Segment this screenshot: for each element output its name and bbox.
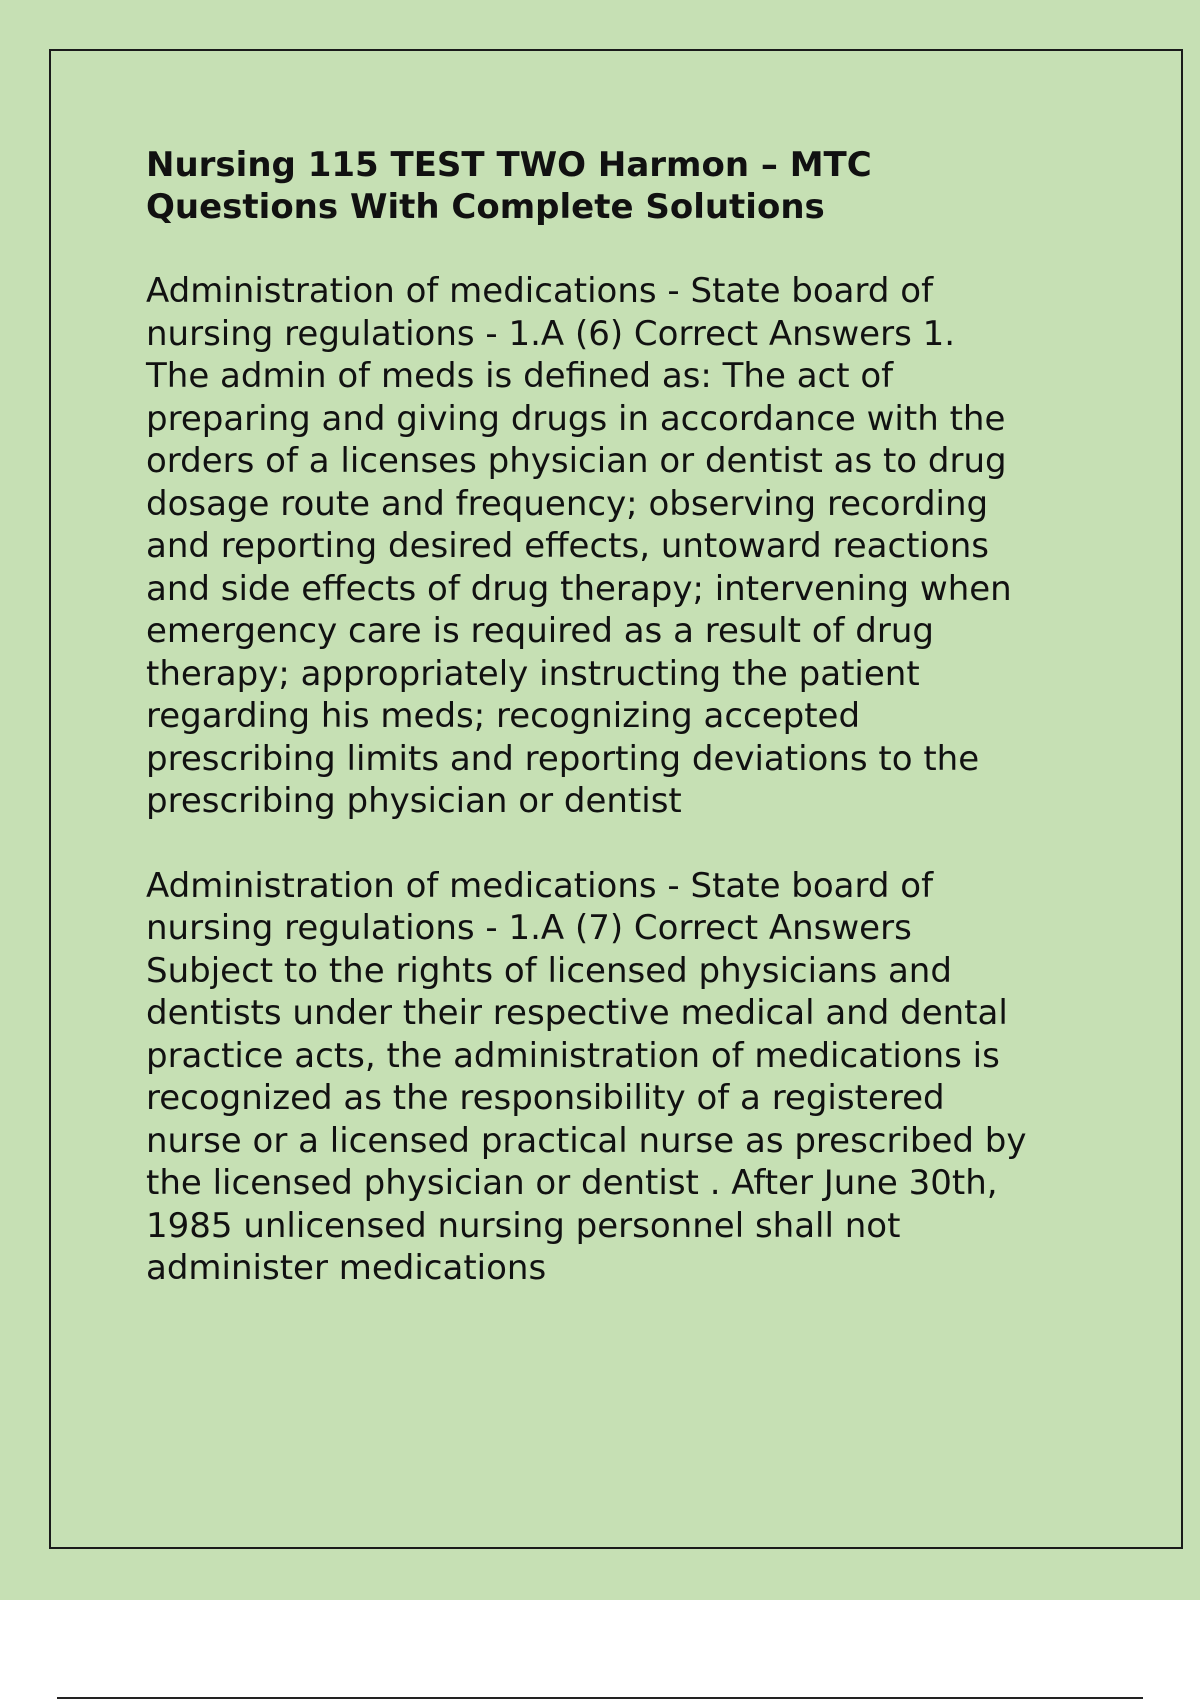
paragraph-administration-1a6: Administration of medications - State board of nursing regulations - 1.A (6) Correct Answers 1. The admin of meds is defined as: The act of preparing and giving drugs in accordance with the orders of a licenses physician or dentist as to drug dosage route and frequency; observing recording and reporting desired effects, untoward reactions and side effects of drug therapy; intervening when emergency care is required as a result of drug therapy; appropriately instructing the patient regarding his meds; recognizing accepted prescribing limits and reporting deviations to the prescribing physician or dentist xyxy=(146,271,1012,821)
footer-divider xyxy=(57,1697,1143,1699)
document-title: Nursing 115 TEST TWO Harmon – MTC Questions With Complete Solutions xyxy=(146,145,872,227)
paragraph-administration-1a7: Administration of medications - State board of nursing regulations - 1.A (7) Correct Answers Subject to the rights of licensed physicians and dentists under their respective medical and dental practice acts, the administration of medications is recognized as the responsibility of a registered nurse or a licensed practical nurse as prescribed by the licensed physician or dentist . After June 30th, 1985 unlicensed nursing personnel shall not administer medications xyxy=(146,865,1027,1288)
document-body xyxy=(146,144,1106,1290)
